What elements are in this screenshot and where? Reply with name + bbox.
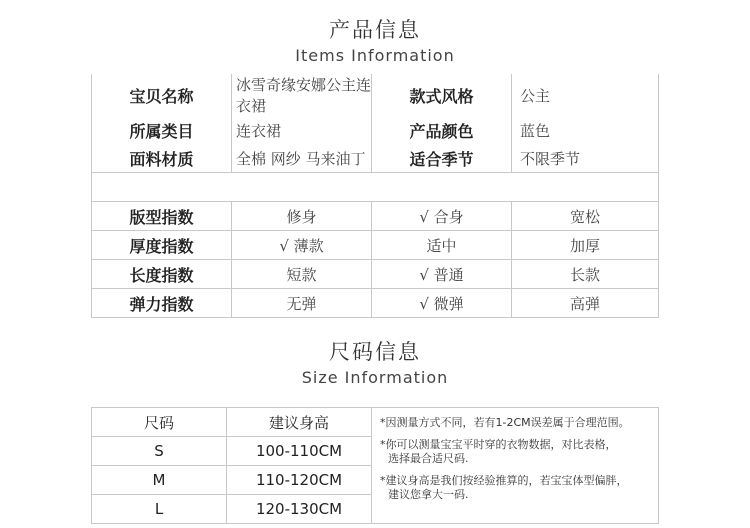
name-value: 冰雪奇缘安娜公主连衣裙 xyxy=(232,74,372,116)
note-measure: *你可以测量宝宝平时穿的衣物数据，对比表格， xyxy=(380,438,617,451)
fit-option-slim: 修身 xyxy=(232,202,372,231)
size-info-title: 尺码信息 xyxy=(329,340,421,364)
height-header: 建议身高 xyxy=(227,408,372,437)
category-value: 连衣裙 xyxy=(232,116,372,144)
length-index-row xyxy=(92,260,659,289)
length-option-normal: √ 普通 xyxy=(372,260,512,289)
size-value: M xyxy=(92,466,227,495)
spacer-row xyxy=(92,173,659,202)
fabric-row xyxy=(92,144,659,173)
color-label: 产品颜色 xyxy=(372,116,512,144)
name-label: 宝贝名称 xyxy=(92,74,232,116)
size-value: S xyxy=(92,437,227,466)
size-header-row xyxy=(92,408,659,437)
size-value: L xyxy=(92,495,227,524)
length-index-label: 长度指数 xyxy=(92,260,232,289)
fit-option-regular: √ 合身 xyxy=(372,202,512,231)
thickness-option-thick: 加厚 xyxy=(512,231,659,260)
category-row xyxy=(92,116,659,144)
style-label: 款式风格 xyxy=(372,74,512,116)
thickness-option-thin: √ 薄款 xyxy=(232,231,372,260)
product-info-subtitle: Items Information xyxy=(295,46,455,65)
size-notes xyxy=(372,408,659,524)
product-name-row xyxy=(92,74,659,116)
product-info-heading xyxy=(0,14,750,65)
note-height: *建议身高是我们按经验推算的，若宝宝体型偏胖， xyxy=(380,474,628,487)
product-info-table xyxy=(91,74,659,318)
product-info-title: 产品信息 xyxy=(329,18,421,42)
elasticity-index-row xyxy=(92,289,659,318)
fit-index-label: 版型指数 xyxy=(92,202,232,231)
fit-index-row xyxy=(92,202,659,231)
category-label: 所属类目 xyxy=(92,116,232,144)
length-option-long: 长款 xyxy=(512,260,659,289)
elasticity-index-label: 弹力指数 xyxy=(92,289,232,318)
height-value: 100-110CM xyxy=(227,437,372,466)
size-info-heading xyxy=(0,336,750,387)
style-value: 公主 xyxy=(512,74,659,116)
length-option-short: 短款 xyxy=(232,260,372,289)
size-table xyxy=(91,407,659,524)
fabric-label: 面料材质 xyxy=(92,144,232,173)
height-value: 110-120CM xyxy=(227,466,372,495)
thickness-index-row xyxy=(92,231,659,260)
fit-option-loose: 宽松 xyxy=(512,202,659,231)
color-value: 蓝色 xyxy=(512,116,659,144)
thickness-option-medium: 适中 xyxy=(372,231,512,260)
fabric-value: 全棉 网纱 马来油丁 xyxy=(232,144,372,173)
height-value: 120-130CM xyxy=(227,495,372,524)
note-measure-cont: 选择最合适尺码. xyxy=(388,452,469,465)
season-label: 适合季节 xyxy=(372,144,512,173)
season-value: 不限季节 xyxy=(512,144,659,173)
elasticity-option-high: 高弹 xyxy=(512,289,659,318)
size-info-subtitle: Size Information xyxy=(301,368,449,387)
elasticity-option-slight: √ 微弹 xyxy=(372,289,512,318)
note-height-cont: 建议您拿大一码. xyxy=(388,488,469,501)
size-header: 尺码 xyxy=(92,408,227,437)
thickness-index-label: 厚度指数 xyxy=(92,231,232,260)
elasticity-option-none: 无弹 xyxy=(232,289,372,318)
note-tolerance: *因测量方式不同，若有1-2CM误差属于合理范围。 xyxy=(380,416,630,429)
